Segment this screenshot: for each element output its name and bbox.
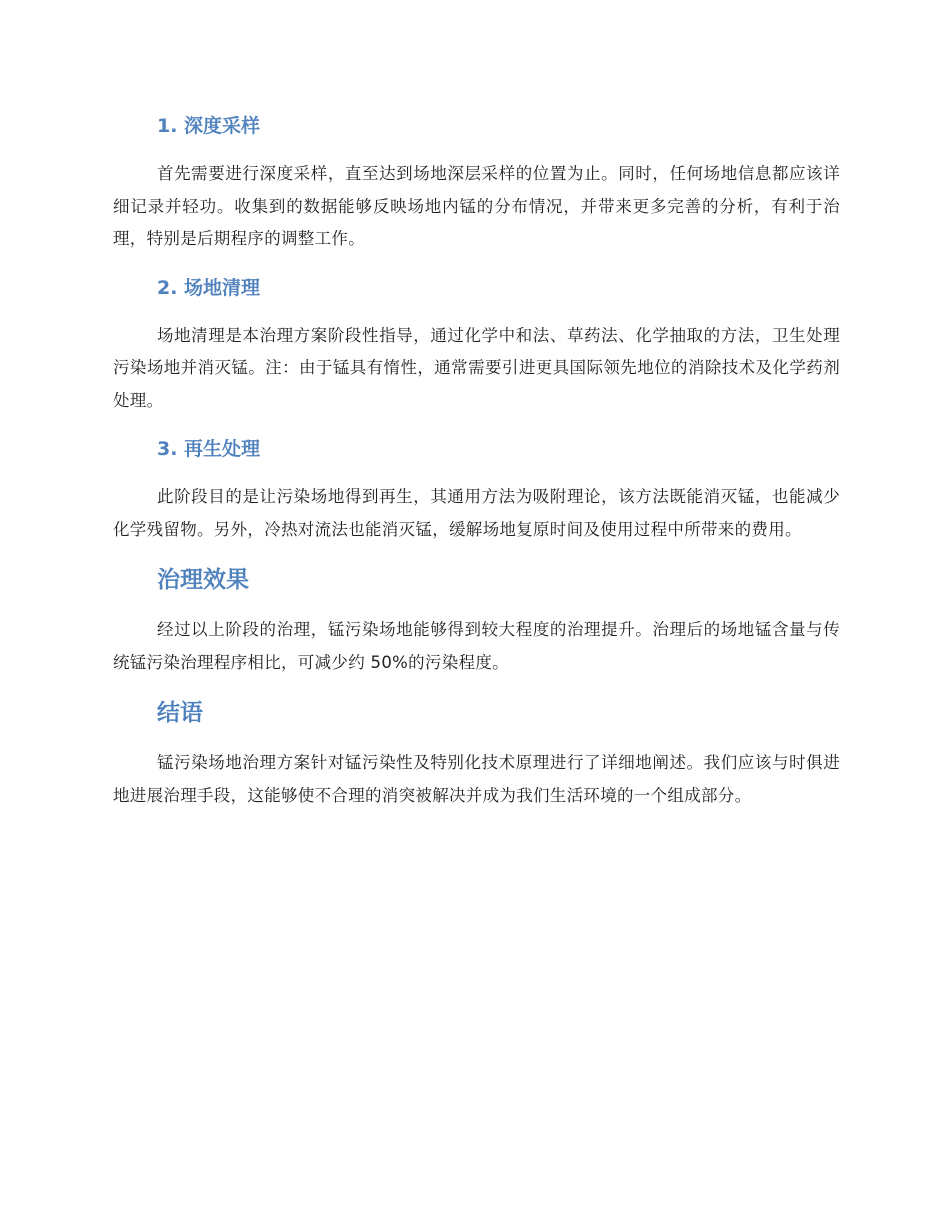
section-heading: 3. 再生处理 — [157, 438, 261, 460]
section-deep-sampling — [113, 108, 840, 256]
section-regeneration — [113, 431, 840, 546]
section-paragraph: 首先需要进行深度采样，直至达到场地深层采样的位置为止。同时，任何场地信息都应该详细记录并轻功。收集到的数据能够反映场地内锰的分布情况，并带来更多完善的分析，有利于治理，特别是后期程序的调整工作。 — [113, 164, 840, 248]
section-heading: 2. 场地清理 — [157, 276, 261, 299]
section-heading: 结语 — [157, 700, 203, 726]
section-conclusion — [113, 693, 840, 812]
section-paragraph: 此阶段目的是让污染场地得到再生，其通用方法为吸附理论，该方法既能消灭锰，也能减少化学残留物。另外，冷热对流法也能消灭锰，缓解场地复原时间及使用过程中所带来的费用。 — [113, 487, 840, 539]
section-heading: 1. 深度采样 — [157, 115, 261, 137]
section-treatment-effect — [113, 560, 840, 679]
section-heading: 治理效果 — [157, 567, 249, 593]
document-body — [113, 108, 840, 826]
section-site-cleanup — [113, 270, 840, 418]
section-paragraph: 锰污染场地治理方案针对锰污染性及特别化技术原理进行了详细地阐述。我们应该与时俱进地进展治理手段，这能够使不合理的消突被解决并成为我们生活环境的一个组成部分。 — [113, 753, 840, 805]
section-paragraph: 经过以上阶段的治理，锰污染场地能够得到较大程度的治理提升。治理后的场地锰含量与传统锰污染治理程序相比，可减少约 50%的污染程度。 — [113, 620, 840, 672]
section-paragraph: 场地清理是本治理方案阶段性指导，通过化学中和法、草药法、化学抽取的方法，卫生处理污染场地并消灭锰。注：由于锰具有惰性，通常需要引进更具国际领先地位的消除技术及化学药剂处理。 — [113, 325, 840, 410]
